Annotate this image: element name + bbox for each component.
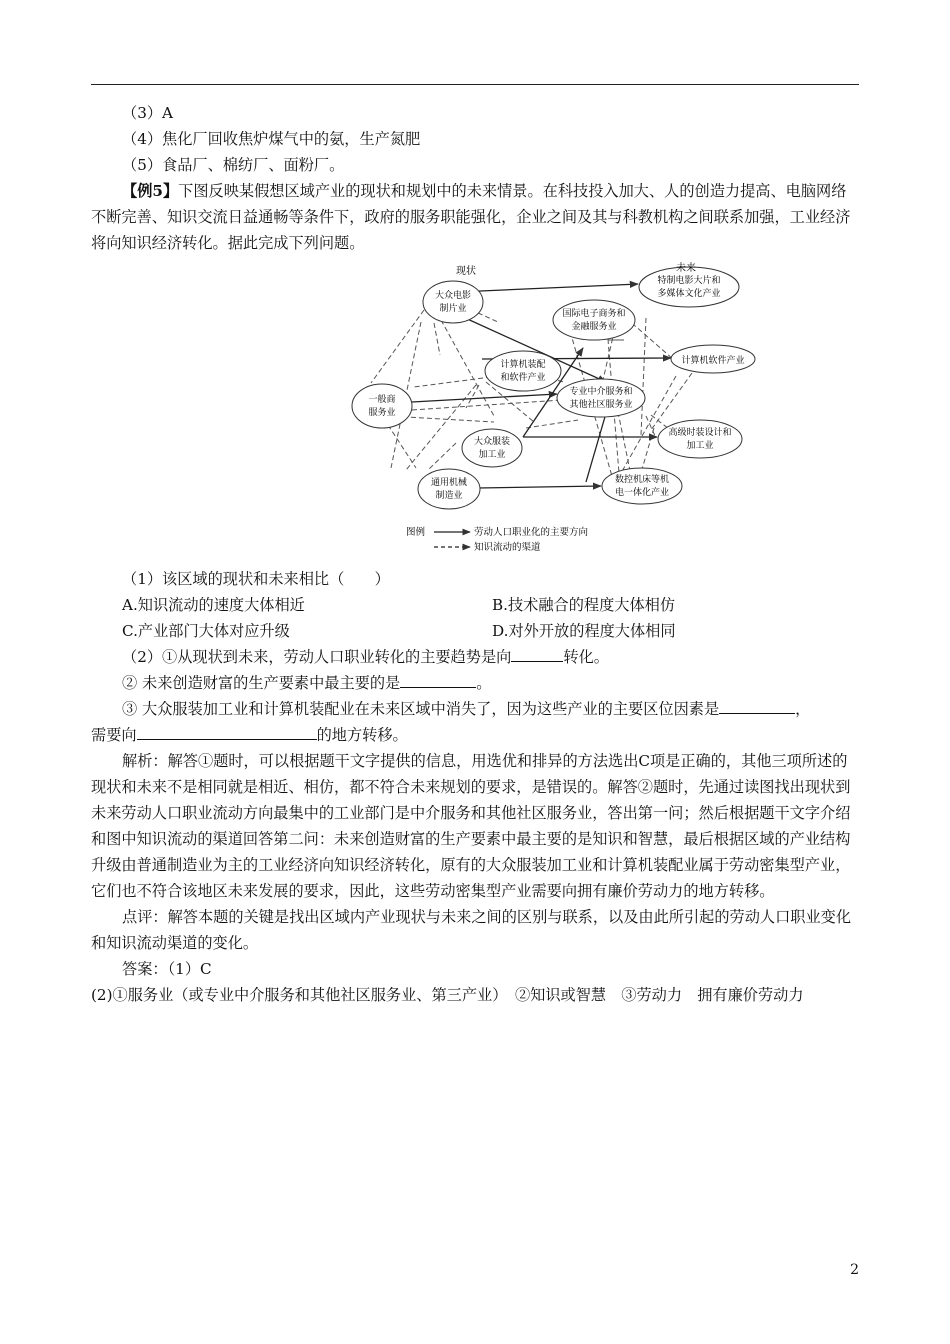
svg-text:计算机软件产业: 计算机软件产业 xyxy=(681,356,745,366)
svg-text:国际电子商务和: 国际电子商务和 xyxy=(562,309,626,319)
svg-text:电一体化产业: 电一体化产业 xyxy=(614,488,670,498)
svg-text:大众电影: 大众电影 xyxy=(434,291,472,301)
svg-text:通用机械: 通用机械 xyxy=(430,478,468,488)
node-film xyxy=(423,281,483,323)
option-a: A.知识流动的速度大体相近 xyxy=(122,596,305,614)
svg-text:数控机床等机: 数控机床等机 xyxy=(614,475,670,485)
svg-text:加工业: 加工业 xyxy=(478,450,506,460)
header-rule xyxy=(91,84,859,85)
answer-blank[interactable] xyxy=(719,699,795,714)
option-b: B.技术融合的程度大体相仿 xyxy=(492,596,676,614)
svg-text:其他社区服务业: 其他社区服务业 xyxy=(569,400,633,410)
answer-blank[interactable] xyxy=(511,647,563,662)
node-fashion xyxy=(658,420,742,458)
answer-heading: 答案：（1）C xyxy=(122,960,212,978)
svg-text:加工业: 加工业 xyxy=(686,441,714,451)
node-commerce xyxy=(352,384,412,428)
svg-text:和软件产业: 和软件产业 xyxy=(500,373,546,383)
legend-dashed-label: 知识流动的渠道 xyxy=(474,542,541,553)
answer-blank[interactable] xyxy=(400,673,476,688)
industry-diagram xyxy=(316,260,745,560)
analysis-paragraph: 解析：解答①题时，可以根据题干文字提供的信息，用选优和排异的方法选出C项是正确的，其他三项所述的现状和未来不是相同就是相近、相仿，都不符合未来规划的要求，是错误的。解答②题时，先通过读图找出现状到未来劳动人口职业流动方向最集中的工业部门是中介服务和其他社区服务业，答出第一问；然后根据题干文字介绍和图中知识流动的渠道回答第二问：未来创造财富的生产要素中最主要的是知识和智慧，最后根据区域的产业结构升级由普通制造业为主的工业经济向知识经济转化，原有的大众服装加工业和计算机装配业属于劳动密集型产业，它们也不符合该地区未来发展的要求，因此，这些劳动密集型产业需要向拥有廉价劳动力的地方转移。 xyxy=(91,752,851,900)
question-2c-cont: 需要向 的地方转移。 xyxy=(91,726,408,744)
node-cnc xyxy=(602,468,682,504)
answer-line-3: （3）A xyxy=(122,104,174,122)
example-intro xyxy=(91,178,861,256)
svg-text:专业中介服务和: 专业中介服务和 xyxy=(569,387,633,397)
node-intermediary xyxy=(557,379,645,417)
options-row-2 xyxy=(91,618,861,644)
node-computer xyxy=(485,351,561,391)
svg-text:计算机装配: 计算机装配 xyxy=(500,360,546,370)
option-d: D.对外开放的程度大体相同 xyxy=(492,622,676,640)
node-clothing xyxy=(462,429,522,467)
answer-detail: (2)①服务业（或专业中介服务和其他社区服务业、第三产业） ②知识或智慧 ③劳动力 拥有廉价劳动力 xyxy=(91,986,804,1004)
answer-blank[interactable] xyxy=(137,725,317,740)
diagram-header-current: 现状 xyxy=(456,266,476,277)
example-tag: 【例5】 xyxy=(122,182,179,200)
svg-text:服务业: 服务业 xyxy=(368,408,396,418)
svg-text:特制电影大片和: 特制电影大片和 xyxy=(657,276,721,286)
answer-line-5: （5）食品厂、棉纺厂、面粉厂。 xyxy=(122,156,345,174)
option-c: C.产业部门大体对应升级 xyxy=(122,622,290,640)
diagram-header-future: 未来 xyxy=(676,263,696,274)
svg-text:一般商: 一般商 xyxy=(368,395,396,405)
comment-paragraph: 点评：解答本题的关键是找出区域内产业现状与未来之间的区别与联系，以及由此所引起的劳动人口职业变化和知识流动渠道的变化。 xyxy=(91,908,851,952)
example-text: 下图反映某假想区域产业的现状和规划中的未来情景。在科技投入加大、人的创造力提高、电脑网络不断完善、知识交流日益通畅等条件下，政府的服务职能强化，企业之间及其与科教机构之间联系加强，工业经济将向知识经济转化。据此完成下列问题。 xyxy=(91,182,851,252)
legend-solid-label: 劳动人口职业化的主要方向 xyxy=(474,527,589,538)
svg-text:制片业: 制片业 xyxy=(439,304,467,314)
svg-text:大众服装: 大众服装 xyxy=(473,437,511,447)
svg-text:金融服务业: 金融服务业 xyxy=(571,322,617,332)
node-software xyxy=(671,345,755,373)
diagram-svg xyxy=(316,260,745,560)
legend-title: 图例 xyxy=(406,527,426,538)
question-1: （1）该区域的现状和未来相比（ ） xyxy=(122,570,390,588)
document-body xyxy=(91,100,861,1008)
question-2c: ③ 大众服装加工业和计算机装配业在未来区域中消失了，因为这些产业的主要区位因素是 ， xyxy=(122,700,811,718)
question-2a: （2）①从现状到未来，劳动人口职业转化的主要趋势是向 转化。 xyxy=(122,648,609,666)
answer-line-4: （4）焦化厂回收焦炉煤气中的氨，生产氮肥 xyxy=(122,130,421,148)
node-intl-finance xyxy=(553,300,635,340)
options-row-1 xyxy=(91,592,861,618)
question-2b: ② 未来创造财富的生产要素中最主要的是 。 xyxy=(122,674,492,692)
svg-text:多媒体文化产业: 多媒体文化产业 xyxy=(657,289,721,299)
node-machinery xyxy=(418,469,480,509)
svg-text:高级时装设计和: 高级时装设计和 xyxy=(668,428,732,438)
svg-text:制造业: 制造业 xyxy=(435,491,463,501)
page-number: 2 xyxy=(850,1262,859,1278)
